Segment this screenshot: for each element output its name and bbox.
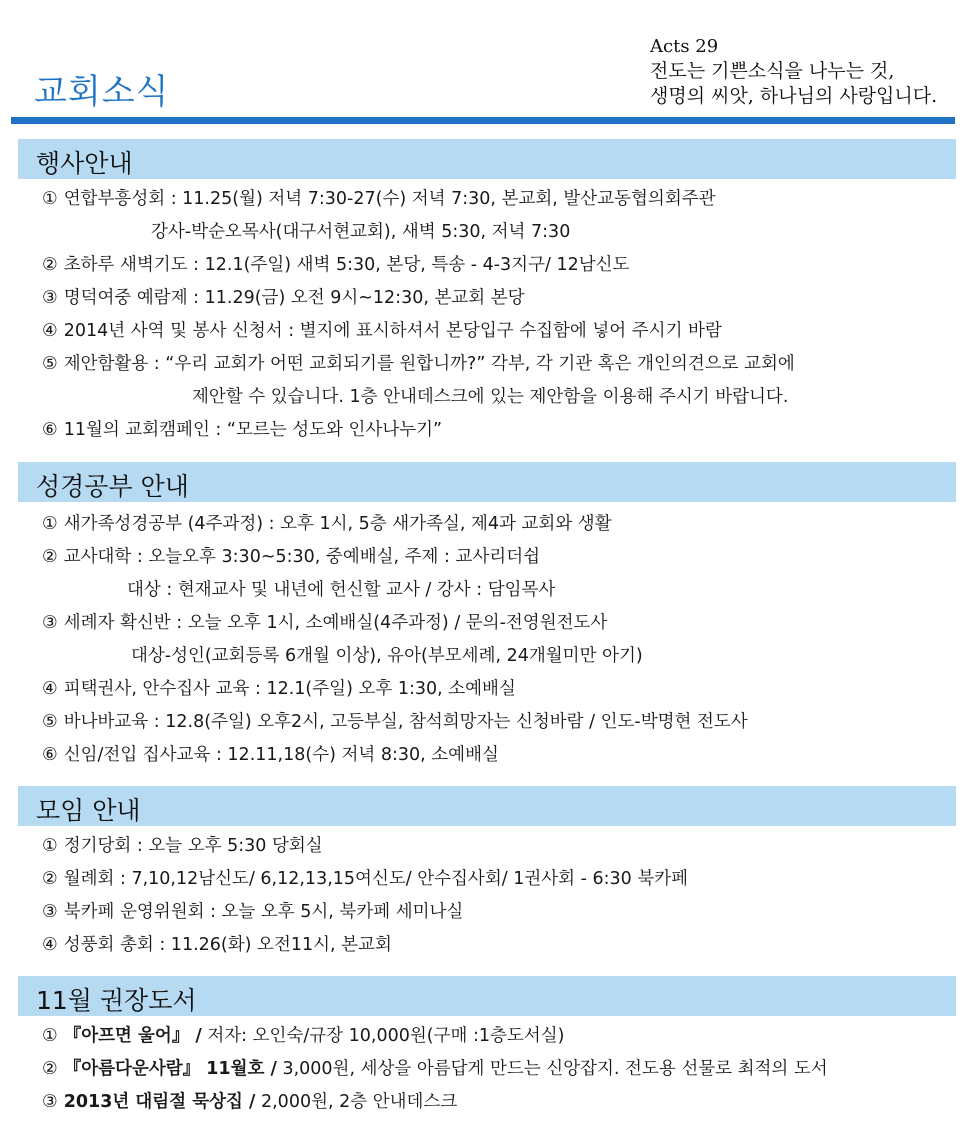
books-item-1: ① 『아프면 울어』 / 저자: 오인숙/규장 10,000원(구매 :1층도서실) — [42, 1026, 565, 1046]
meetings-item-4: ④ 성풍회 총회 : 11.26(화) 오전11시, 본교회 — [42, 935, 392, 955]
books-list — [18, 1016, 956, 1119]
bible-study-item-6: ⑥ 신임/전입 집사교육 : 12.11,18(수) 저녁 8:30, 소예배실 — [42, 745, 499, 765]
verse-reference: Acts 29 — [650, 36, 719, 57]
verse-line-2: 생명의 씨앗, 하나님의 사랑입니다. — [650, 85, 938, 107]
header-verse — [650, 34, 970, 109]
events-section — [18, 139, 956, 447]
events-item-3: ③ 명덕여중 예람제 : 11.29(금) 오전 9시~12:30, 본교회 본당 — [42, 288, 525, 308]
books-section-header — [18, 976, 956, 1016]
books-section-title: 11월 권장도서 — [36, 986, 197, 1015]
books-item-3: ③ 2013년 대림절 묵상집 / 2,000원, 2층 안내데스크 — [42, 1092, 458, 1112]
bible-study-list — [18, 502, 956, 772]
events-section-title: 행사안내 — [36, 149, 133, 178]
bible-study-section — [18, 462, 956, 772]
bible-study-section-title: 성경공부 안내 — [36, 472, 189, 501]
events-item-2: ② 초하루 새벽기도 : 12.1(주일) 새벽 5:30, 본당, 특송 - 4-3지구/ 12남신도 — [42, 255, 630, 275]
events-item-4: ④ 2014년 사역 및 봉사 신청서 : 별지에 표시하셔서 본당입구 수집함에 넣어 주시기 바람 — [42, 321, 722, 341]
page-title: 교회소식 — [34, 72, 170, 112]
events-item-5-cont: 제안할 수 있습니다. 1층 안내데스크에 있는 제안함을 이용해 주시기 바랍니다. — [192, 387, 789, 407]
meetings-list — [18, 826, 956, 962]
events-item-1: ① 연합부흥성회 : 11.25(월) 저녁 7:30-27(수) 저녁 7:30, 본교회, 발산교동협의회주관 — [42, 189, 716, 209]
meetings-section-title: 모임 안내 — [36, 796, 141, 825]
bible-study-item-5: ⑤ 바나바교육 : 12.8(주일) 오후2시, 고등부실, 참석희망자는 신청바람 / 인도-박명현 전도사 — [42, 712, 748, 732]
meetings-item-3: ③ 북카페 운영위원회 : 오늘 오후 5시, 북카페 세미나실 — [42, 902, 464, 922]
bible-study-item-2: ② 교사대학 : 오늘오후 3:30~5:30, 중예배실, 주제 : 교사리더쉽 — [42, 547, 541, 567]
bible-study-item-3: ③ 세례자 확신반 : 오늘 오후 1시, 소예배실(4주과정) / 문의-전영원전도사 — [42, 613, 608, 633]
bible-study-item-3-cont: 대상-성인(교회등록 6개월 이상), 유아(부모세례, 24개월미만 아기) — [131, 646, 643, 666]
header-divider-bar — [11, 117, 955, 124]
bible-study-item-4: ④ 피택권사, 안수집사 교육 : 12.1(주일) 오후 1:30, 소예배실 — [42, 679, 516, 699]
events-item-6: ⑥ 11월의 교회캠페인 : “모르는 성도와 인사나누기” — [42, 420, 443, 440]
meetings-section — [18, 786, 956, 962]
meetings-section-header — [18, 786, 956, 826]
books-section — [18, 976, 956, 1119]
events-item-5: ⑤ 제안함활용 : “우리 교회가 어떤 교회되기를 원합니까?” 각부, 각 기관 혹은 개인의견으로 교회에 — [42, 354, 795, 374]
meetings-item-2: ② 월례회 : 7,10,12남신도/ 6,12,13,15여신도/ 안수집사회/ 1권사회 - 6:30 북카페 — [42, 869, 689, 889]
events-list — [18, 179, 956, 447]
books-item-2: ② 『아름다운사람』 11월호 / 3,000원, 세상을 아름답게 만드는 신앙잡지. 전도용 선물로 최적의 도서 — [42, 1059, 828, 1079]
verse-line-1: 전도는 기쁜소식을 나누는 것, — [650, 60, 895, 82]
events-item-1-cont: 강사-박순오목사(대구서현교회), 새벽 5:30, 저녁 7:30 — [151, 222, 571, 242]
meetings-item-1: ① 정기당회 : 오늘 오후 5:30 당회실 — [42, 836, 323, 856]
events-section-header — [18, 139, 956, 179]
bible-study-item-2-cont: 대상 : 현재교사 및 내년에 헌신할 교사 / 강사 : 담임목사 — [127, 580, 556, 600]
bible-study-section-header — [18, 462, 956, 502]
bible-study-item-1: ① 새가족성경공부 (4주과정) : 오후 1시, 5층 새가족실, 제4과 교회와 생활 — [42, 514, 612, 534]
